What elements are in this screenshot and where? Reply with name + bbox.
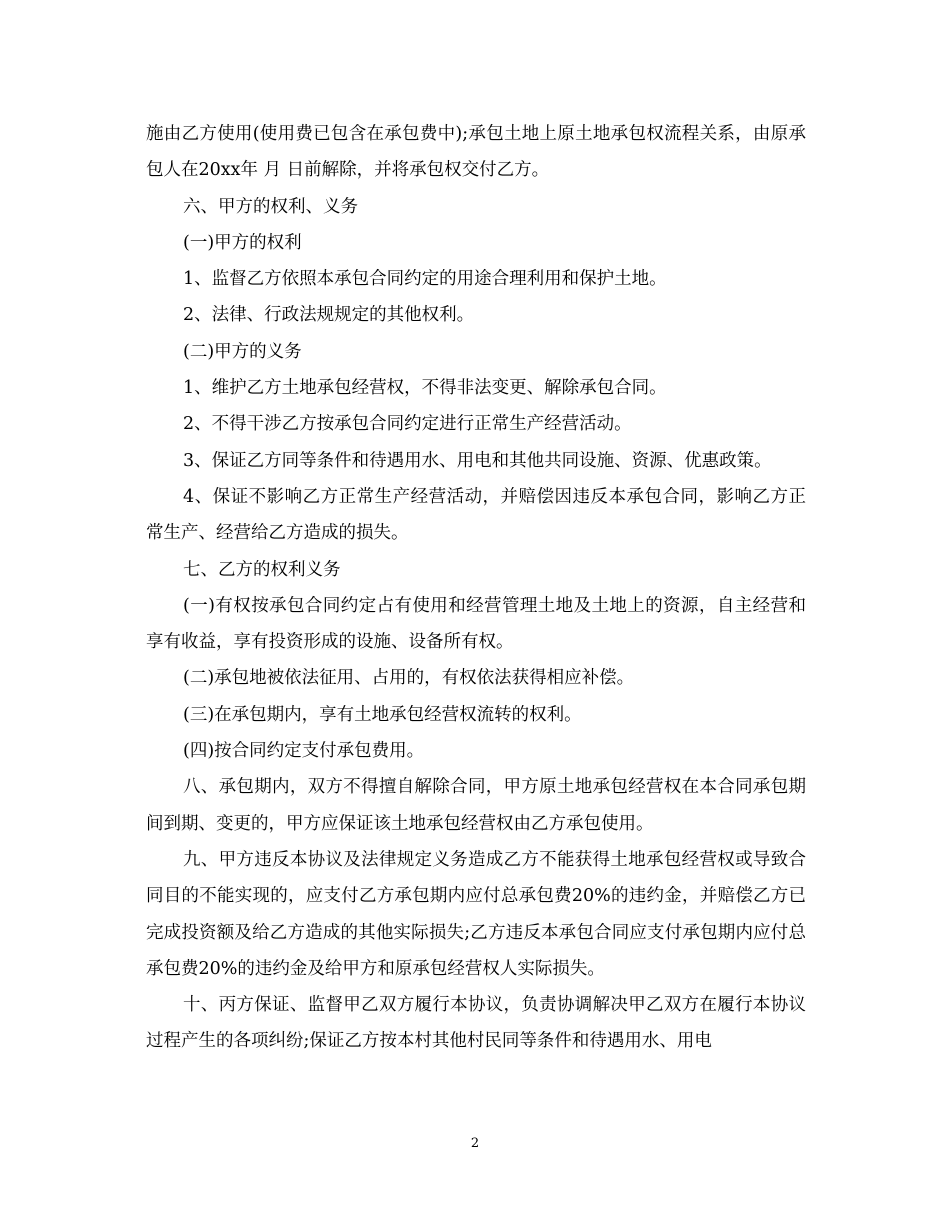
party-b-right-3: (三)在承包期内，享有土地承包经营权流转的权利。 xyxy=(183,704,582,725)
subheading-party-a-rights: (一)甲方的权利 xyxy=(183,232,302,253)
subheading-party-a-obligations: (二)甲方的义务 xyxy=(183,341,302,362)
section-heading-6: 六、甲方的权利、义务 xyxy=(183,196,358,217)
party-b-right-1: (一)有权按承包合同约定占有使用和经营管理土地及土地上的资源，自主经营和享有收益，享有投资形成的设施、设备所有权。 xyxy=(146,595,806,653)
party-b-right-2: (二)承包地被依法征用、占用的，有权依法获得相应补偿。 xyxy=(183,668,635,689)
paragraph-1: 施由乙方使用(使用费已包含在承包费中);承包土地上原土地承包权流程关系，由原承包人在20xx年 月 日前解除，并将承包权交付乙方。 xyxy=(146,124,806,181)
page-number: 2 xyxy=(470,1136,480,1151)
party-a-right-2: 2、法律、行政法规规定的其他权利。 xyxy=(183,305,475,326)
party-a-right-1: 1、监督乙方依照本承包合同约定的用途合理利用和保护土地。 xyxy=(183,269,667,290)
section-heading-7: 七、乙方的权利义务 xyxy=(183,559,341,580)
party-a-obligation-1: 1、维护乙方土地承包经营权，不得非法变更、解除承包合同。 xyxy=(183,378,667,399)
party-a-obligation-4: 4、保证不影响乙方正常生产经营活动，并赔偿因违反本承包合同，影响乙方正常生产、经营给乙方造成的损失。 xyxy=(146,486,806,544)
document-body xyxy=(146,116,806,1060)
section-10: 十、丙方保证、监督甲乙双方履行本协议，负责协调解决甲乙双方在履行本协议过程产生的各项纠纷;保证乙方按本村其他村民同等条件和待遇用水、用电 xyxy=(146,995,806,1052)
section-8: 八、承包期内，双方不得擅自解除合同，甲方原土地承包经营权在本合同承包期间到期、变更的，甲方应保证该土地承包经营权由乙方承包使用。 xyxy=(146,777,806,834)
party-b-right-4: (四)按合同约定支付承包费用。 xyxy=(183,741,425,762)
party-a-obligation-2: 2、不得干涉乙方按承包合同约定进行正常生产经营活动。 xyxy=(183,414,632,435)
party-a-obligation-3: 3、保证乙方同等条件和待遇用水、用电和其他共同设施、资源、优惠政策。 xyxy=(183,450,772,471)
section-9: 九、甲方违反本协议及法律规定义务造成乙方不能获得土地承包经营权或导致合同目的不能实现的，应支付乙方承包期内应付总承包费20%的违约金，并赔偿乙方已完成投资额及给乙方造成的其他实际损失;乙方违反本承包合同应支付承包期内应付总承包费20%的违约金及给甲方和原承包经营权人实际损失。 xyxy=(146,849,806,979)
